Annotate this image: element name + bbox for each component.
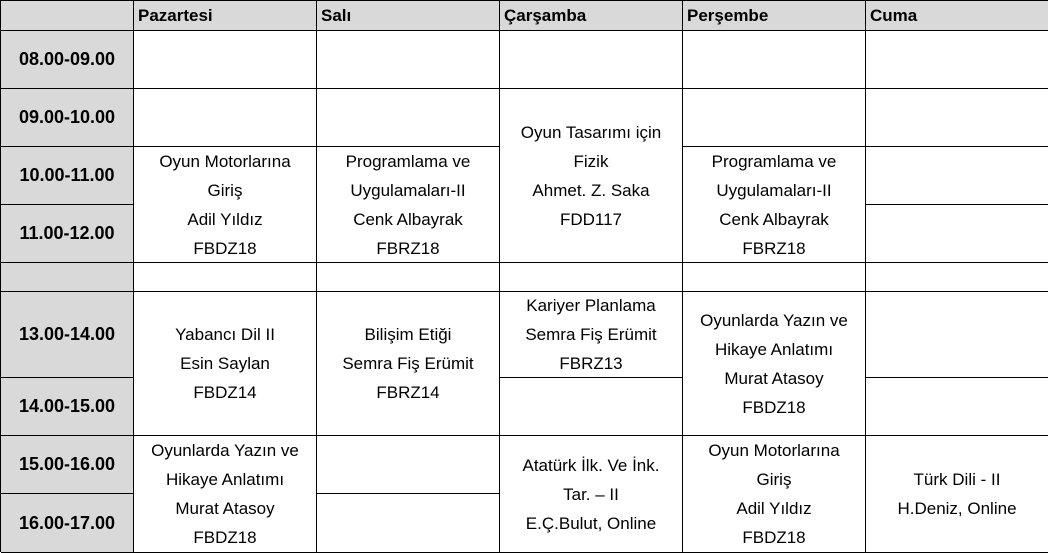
empty-cell [500, 31, 683, 89]
course-name: Türk Dili - II [913, 470, 1001, 489]
empty-cell [500, 378, 683, 436]
course-instructor: Esin Saylan [180, 354, 270, 373]
empty-cell [866, 263, 1048, 292]
course-name: Oyun Motorlarına [708, 441, 840, 460]
header-day-friday: Cuma [866, 1, 1048, 31]
course-block [134, 436, 317, 553]
time-slot: 10.00-11.00 [1, 147, 134, 205]
time-slot: 09.00-10.00 [1, 89, 134, 147]
course-name: Oyun Motorlarına [159, 151, 291, 171]
course-room: FDD117 [559, 209, 623, 229]
course-room: FBDZ18 [742, 528, 806, 547]
header-day-tuesday: Salı [317, 1, 500, 31]
course-instructor: H.Deniz, Online [897, 499, 1017, 518]
course-name: Giriş [756, 470, 792, 489]
course-instructor: Cenk Albayrak [353, 209, 463, 229]
course-instructor: Semra Fiş Erümit [525, 325, 657, 344]
course-name: Oyun Tasarımı için [520, 122, 662, 142]
header-corner [1, 1, 134, 31]
course-name: Atatürk İlk. Ve İnk. [522, 455, 660, 475]
empty-cell [317, 436, 500, 494]
course-room: FBRZ18 [376, 238, 440, 258]
course-name: Hikaye Anlatımı [165, 470, 285, 489]
empty-cell [317, 31, 500, 89]
empty-cell [866, 205, 1048, 263]
course-name: Tar. – II [563, 484, 619, 504]
time-slot: 11.00-12.00 [1, 205, 134, 263]
course-name: Giriş [207, 180, 243, 200]
empty-cell [866, 89, 1048, 147]
empty-cell [866, 292, 1048, 378]
course-room: FBDZ18 [742, 397, 806, 417]
time-slot: 15.00-16.00 [1, 436, 134, 494]
course-room: FBRZ14 [376, 383, 440, 402]
course-instructor: Semra Fiş Erümit [342, 354, 474, 373]
header-day-wednesday: Çarşamba [500, 1, 683, 31]
course-block [134, 292, 317, 436]
course-instructor: E.Ç.Bulut, Online [525, 513, 657, 533]
course-block [500, 89, 683, 263]
course-name: Fizik [573, 151, 609, 171]
empty-cell [134, 263, 317, 292]
course-block [683, 147, 866, 263]
course-name: Kariyer Planlama [526, 296, 656, 315]
lunch-break-slot [1, 263, 134, 292]
course-instructor: Cenk Albayrak [719, 209, 829, 229]
empty-cell [317, 89, 500, 147]
course-name: Oyunlarda Yazın ve [700, 310, 848, 330]
time-slot: 13.00-14.00 [1, 292, 134, 378]
course-instructor: Ahmet. Z. Saka [532, 180, 650, 200]
course-name: Bilişim Etiği [364, 325, 452, 344]
course-block [866, 436, 1048, 553]
course-room: FBRZ13 [559, 354, 623, 373]
empty-cell [500, 263, 683, 292]
header-day-thursday: Perşembe [683, 1, 866, 31]
course-name: Yabancı Dil II [175, 325, 275, 344]
course-name: Programlama ve [345, 151, 471, 171]
time-slot: 16.00-17.00 [1, 494, 134, 553]
course-name: Programlama ve [711, 151, 837, 171]
course-name: Uygulamaları-II [350, 180, 466, 200]
course-instructor: Adil Yıldız [187, 209, 263, 229]
course-room: FBDZ18 [193, 238, 257, 258]
course-name: Uygulamaları-II [716, 180, 832, 200]
empty-cell [866, 147, 1048, 205]
course-room: FBRZ18 [742, 238, 806, 258]
course-room: FBDZ18 [193, 528, 257, 547]
time-slot: 08.00-09.00 [1, 31, 134, 89]
time-slot: 14.00-15.00 [1, 378, 134, 436]
course-instructor: Murat Atasoy [724, 368, 824, 388]
empty-cell [683, 31, 866, 89]
course-instructor: Adil Yıldız [736, 499, 812, 518]
course-block [134, 147, 317, 263]
course-block [317, 292, 500, 436]
course-room: FBDZ14 [193, 383, 257, 402]
course-block [500, 436, 683, 553]
course-block [683, 292, 866, 436]
empty-cell [134, 31, 317, 89]
empty-cell [866, 31, 1048, 89]
course-name: Oyunlarda Yazın ve [151, 441, 299, 460]
course-block [317, 147, 500, 263]
empty-cell [317, 263, 500, 292]
empty-cell [317, 494, 500, 553]
course-name: Hikaye Anlatımı [714, 339, 834, 359]
course-block [500, 292, 683, 378]
course-instructor: Murat Atasoy [175, 499, 275, 518]
header-day-monday: Pazartesi [134, 1, 317, 31]
course-block [683, 436, 866, 553]
empty-cell [866, 378, 1048, 436]
empty-cell [683, 263, 866, 292]
empty-cell [683, 89, 866, 147]
empty-cell [134, 89, 317, 147]
